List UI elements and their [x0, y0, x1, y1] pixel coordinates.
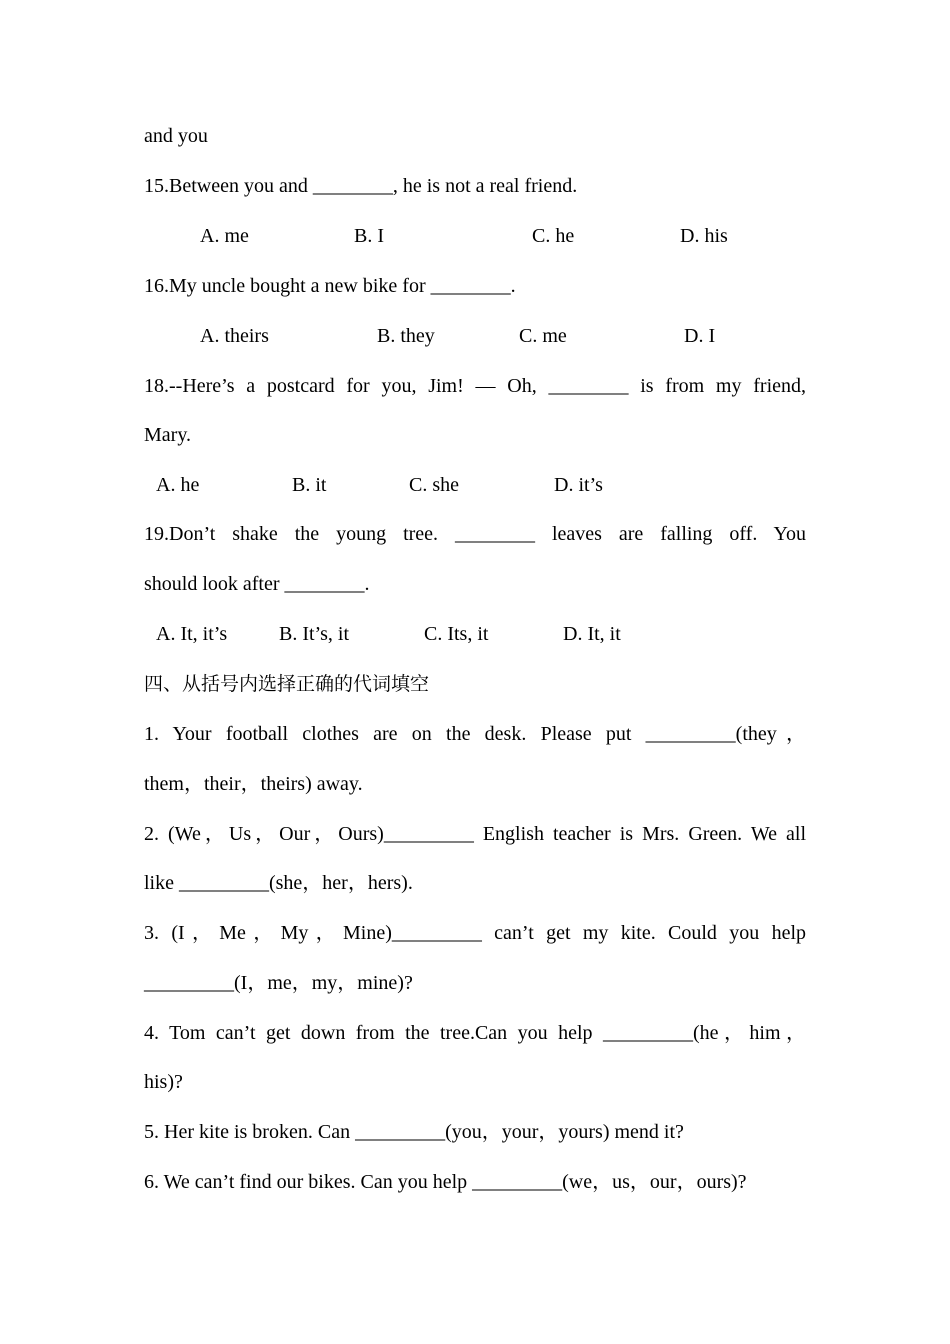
fill-1: 1. Your football clothes are on the desk. Please put _________(they， — [144, 723, 806, 745]
fill-2-cont: like _________(she，her，hers). — [144, 872, 413, 894]
fill-6: 6. We can’t find our bikes. Can you help _________(we，us，our，ours)? — [144, 1171, 747, 1193]
question-19-cont: should look after ________. — [144, 573, 370, 595]
fill-1-cont: them，their，theirs) away. — [144, 773, 363, 795]
option-15-c: C. he — [532, 225, 575, 247]
option-19-d: D. It, it — [563, 623, 621, 645]
option-16-b: B. they — [377, 325, 435, 347]
fill-2: 2. (We，Us，Our，Ours)_________ English teacher is Mrs. Green. We all — [144, 823, 806, 845]
question-19: 19.Don’t shake the young tree. ________ leaves are falling off. You — [144, 523, 806, 545]
option-18-a: A. he — [156, 474, 200, 496]
fill-4-cont: his)? — [144, 1071, 183, 1093]
option-15-d: D. his — [680, 225, 728, 247]
option-19-a: A. It, it’s — [156, 623, 228, 645]
question-15: 15.Between you and ________, he is not a real friend. — [144, 175, 578, 197]
option-18-c: C. she — [409, 474, 459, 496]
option-15-a: A. me — [200, 225, 249, 247]
option-19-b: B. It’s, it — [279, 623, 350, 645]
section-heading: 四、从括号内选择正确的代词填空 — [144, 673, 430, 695]
fill-3: 3. (I，Me，My，Mine)_________ can’t get my kite. Could you help — [144, 922, 806, 944]
option-18-b: B. it — [292, 474, 327, 496]
option-18-d: D. it’s — [554, 474, 603, 496]
question-18-cont: Mary. — [144, 424, 192, 446]
option-19-c: C. Its, it — [424, 623, 489, 645]
fill-5: 5. Her kite is broken. Can _________(you，your，yours) mend it? — [144, 1121, 684, 1143]
option-16-d: D. I — [684, 325, 716, 347]
text-line: and you — [144, 125, 208, 147]
option-16-a: A. theirs — [200, 325, 269, 347]
question-18: 18.--Here’s a postcard for you, Jim! — Oh, ________ is from my friend, — [144, 375, 806, 397]
fill-3-cont: _________(I，me，my，mine)? — [144, 972, 413, 994]
option-15-b: B. I — [354, 225, 384, 247]
question-16: 16.My uncle bought a new bike for ________. — [144, 275, 516, 297]
option-16-c: C. me — [519, 325, 567, 347]
fill-4: 4. Tom can’t get down from the tree.Can you help _________(he，him， — [144, 1022, 806, 1044]
